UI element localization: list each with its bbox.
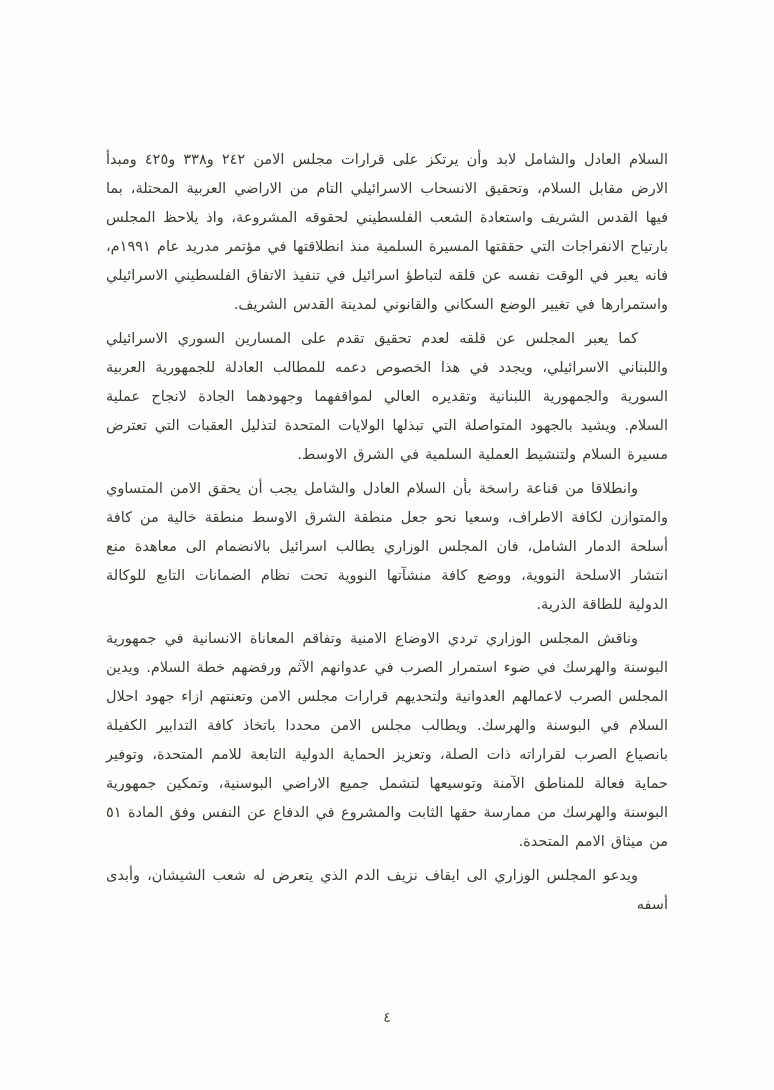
page-number: ٤: [383, 1010, 391, 1026]
paragraph-bosnia-herzegovina: وناقش المجلس الوزاري تردي الاوضاع الامنية وتفاقم المعاناة الانسانية في جمهورية البوسنة والهرسك في ضوء استمرار الصرب في عدوانهم الآثم ورفضهم خطة السلام. ويدين المجلس الصرب لاعمالهم العدوانية ولتحديهم قرارات مجلس الامن وتعنتهم ازاء جهود احلال السلام في البوسنة والهرسك. ويطالب مجلس الامن محددا باتخاذ كافة التدابير الكفيلة بانصياع الصرب لقراراته ذات الصلة، وتعزيز الحماية الدولية التابعة للامم المتحدة، وتوفير حماية فعالة للمناطق الآمنة وتوسيعها لتشمل جميع الاراضي البوسنية، وتمكين جمهورية البوسنة والهرسك من ممارسة حقها الثابت والمشروع في الدفاع عن النفس وفق المادة ٥١ من ميثاق الامم المتحدة.: [106, 631, 668, 850]
paragraph-chechnya: ويدعو المجلس الوزاري الى ايقاف نزيف الدم الذي يتعرض له شعب الشيشان، وأبدى أسفه: [106, 868, 668, 913]
paragraph-syrian-lebanese-tracks: كما يعبر المجلس عن قلقه لعدم تحقيق تقدم على المسارين السوري الاسرائيلي واللبناني الاسرائيلي، ويجدد في هذا الخصوص دعمه للمطالب العادلة للجمهورية العربية السورية والجمهورية اللبنانية وتقديره العالي لمواقفهما وجهودهما الجادة لانجاح عملية السلام. ويشيد بالجهود المتواصلة التي تبذلها الولايات المتحدة لتذليل العقبات التي تعترض مسيرة السلام ولتنشيط العملية السلمية في الشرق الاوسط.: [106, 331, 668, 463]
paragraph-nuclear-nonproliferation: وانطلاقا من قناعة راسخة بأن السلام العادل والشامل يجب أن يحقق الامن المتساوي والمتوازن لكافة الاطراف، وسعيا نحو جعل منطقة الشرق الاوسط منطقة خالية من كافة أسلحة الدمار الشامل، فان المجلس الوزاري يطالب اسرائيل بالانضمام الى معاهدة منع انتشار الاسلحة النووية، ووضع كافة منشآتها النووية تحت نظام الضمانات التابع للوكالة الدولية للطاقة الذرية.: [106, 481, 668, 613]
paragraph-peace-resolutions: السلام العادل والشامل لابد وأن يرتكز على قرارات مجلس الامن ٢٤٢ و٣٣٨ و٤٢٥ ومبدأ الارض مقابل السلام، وتحقيق الانسحاب الاسرائيلي التام من الاراضي العربية المحتلة، بما فيها القدس الشريف واستعادة الشعب الفلسطيني لحقوقه المشروعة، واذ يلاحظ المجلس بارتياح الانفراجات التي حققتها المسيرة السلمية منذ انطلاقتها في مؤتمر مدريد عام ١٩٩١م، فانه يعبر في الوقت نفسه عن قلقه لتباطؤ اسرائيل في تنفيذ الاتفاق الفلسطيني الاسرائيلي واستمرارها في تغيير الوضع السكاني والقانوني لمدينة القدس الشريف.: [106, 152, 668, 313]
document-text-block: [106, 146, 668, 925]
